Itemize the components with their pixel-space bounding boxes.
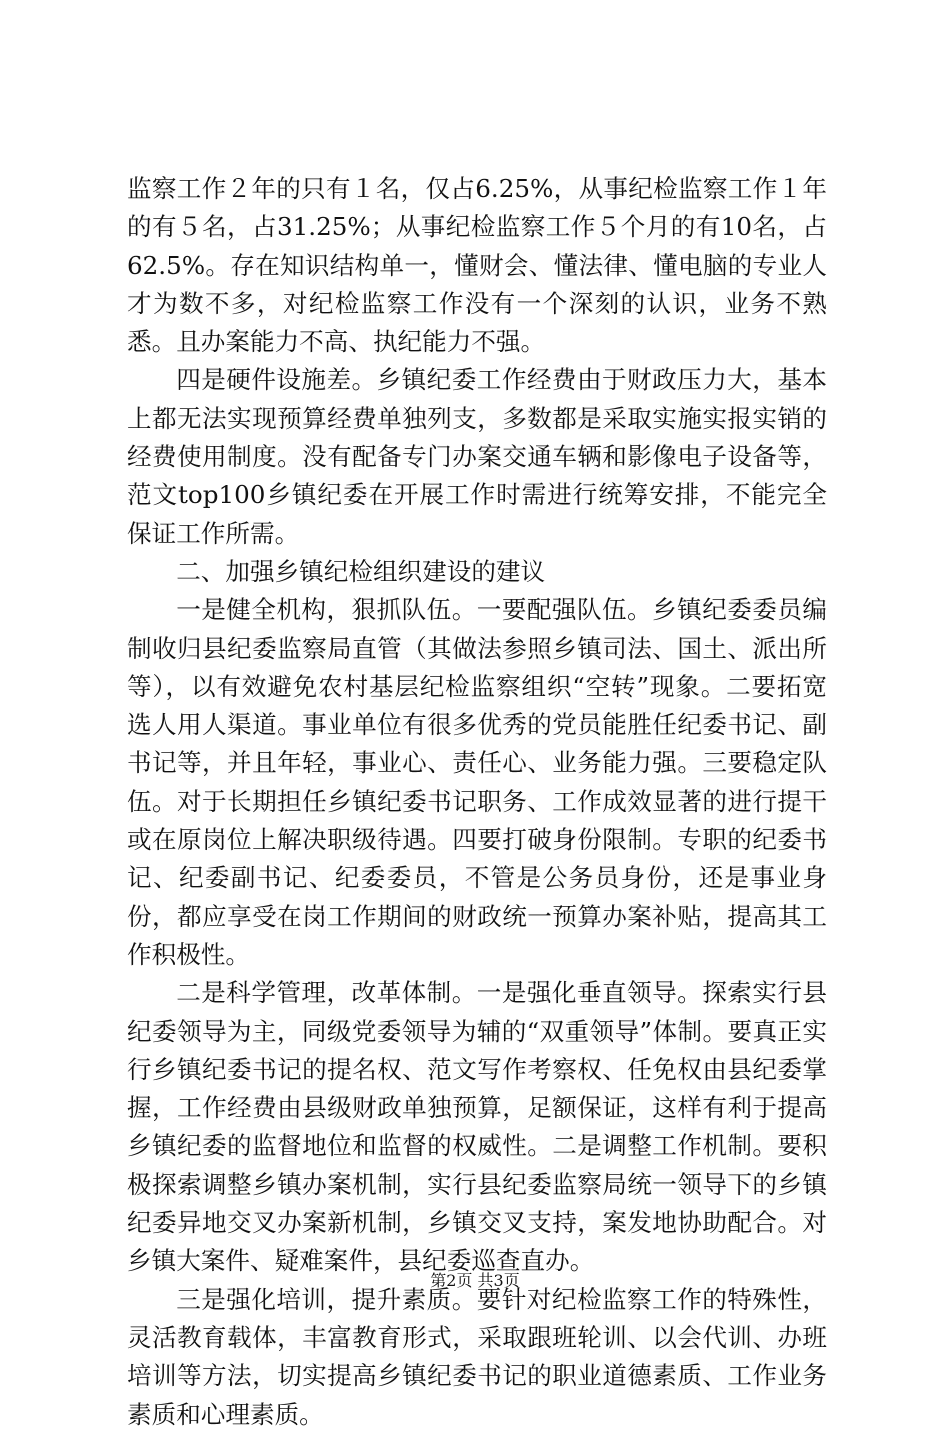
paragraph-hardware-facilities: 四是硬件设施差。乡镇纪委工作经费由于财政压力大，基本上都无法实现预算经费单独列支，多数都是采取实施实报实销的经费使用制度。没有配备专门办案交通车辆和影像电子设备等，范文top100乡镇纪委在开展工作时需进行统筹安排，不能完全保证工作所需。 — [127, 365, 827, 548]
page-number-footer: 第2页 共3页 — [430, 1271, 520, 1290]
section-heading-suggestions: 二、加强乡镇纪检组织建设的建议 — [176, 556, 546, 586]
paragraph-management-reform: 二是科学管理，改革体制。一是强化垂直领导。探索实行县纪委领导为主，同级党委领导为辅的“双重领导”体制。要真正实行乡镇纪委书记的提名权、范文写作考察权、任免权由县纪委掌握，工作经费由县级财政单独预算，足额保证，这样有利于提高乡镇纪委的监督地位和监督的权威性。二是调整工作机制。要积极探索调整乡镇办案机制，实行县纪委监察局统一领导下的乡镇纪委异地交叉办案新机制，乡镇交叉支持，案发地协助配合。对乡镇大案件、疑难案件，县纪委巡查直办。 — [127, 978, 827, 1276]
paragraph-organization-team: 一是健全机构，狠抓队伍。一要配强队伍。乡镇纪委委员编制收归县纪委监察局直管（其做法参照乡镇司法、国土、派出所等），以有效避免农村基层纪检监察组织“空转”现象。二要拓宽选人用人渠道。事业单位有很多优秀的党员能胜任纪委书记、副书记等，并且年轻，事业心、责任心、业务能力强。三要稳定队伍。对于长期担任乡镇纪委书记职务、工作成效显著的进行提干或在原岗位上解决职级待遇。四要打破身份限制。专职的纪委书记、纪委副书记、纪委委员，不管是公务员身份，还是事业身份，都应享受在岗工作期间的财政统一预算办案补贴，提高其工作积极性。 — [127, 595, 827, 969]
paragraph-training-quality: 三是强化培训，提升素质。要针对纪检监察工作的特殊性，灵活教育载体，丰富教育形式，采取跟班轮训、以会代训、办班培训等方法，切实提高乡镇纪委书记的职业道德素质、工作业务素质和心理素质。 — [127, 1284, 827, 1429]
paragraph-staff-experience: 监察工作２年的只有１名，仅占6.25%，从事纪检监察工作１年的有５名，占31.25%；从事纪检监察工作５个月的有10名，占62.5%。存在知识结构单一，懂财会、懂法律、懂电脑的专业人才为数不多，对纪检监察工作没有一个深刻的认识，业务不熟悉。且办案能力不高、执纪能力不强。 — [127, 174, 827, 357]
document-body — [127, 170, 827, 1434]
